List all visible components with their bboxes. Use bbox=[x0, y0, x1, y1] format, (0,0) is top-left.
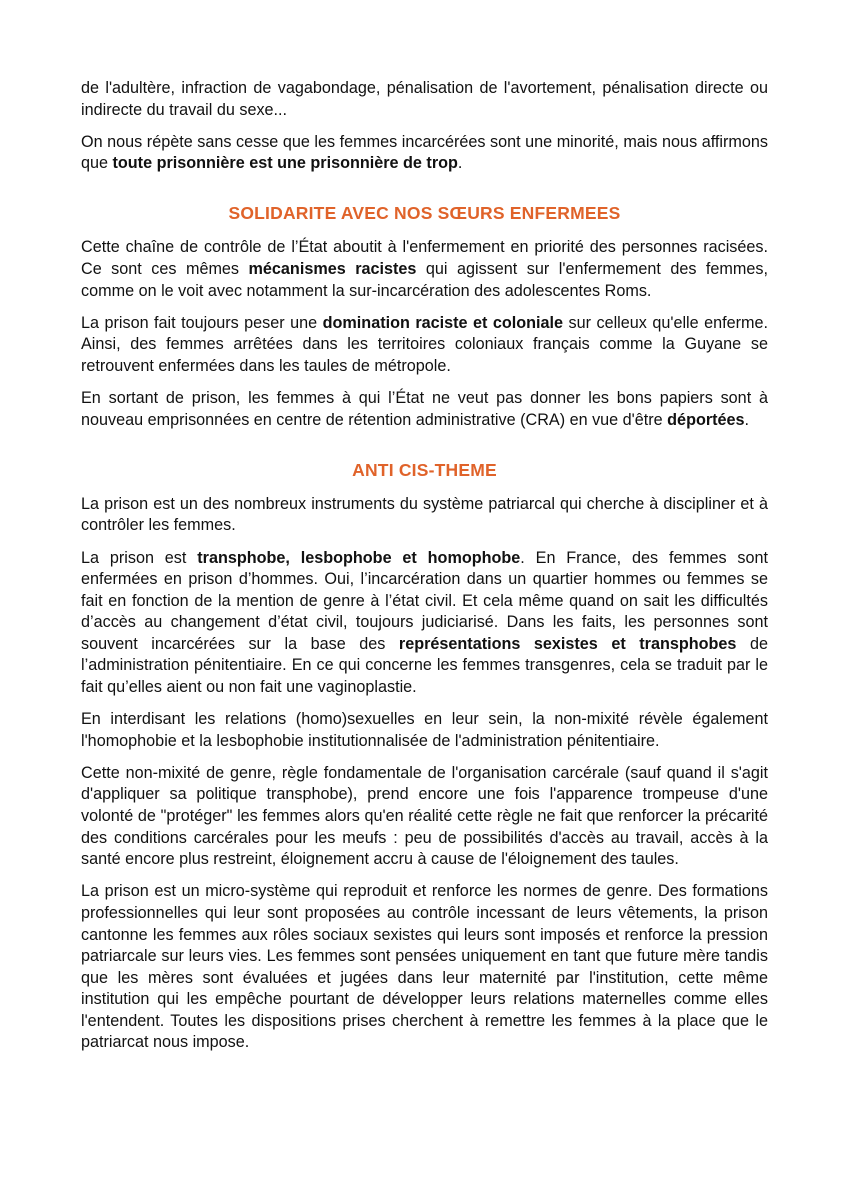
section2-paragraph-5 bbox=[81, 881, 768, 1054]
section2-paragraph-2 bbox=[81, 548, 768, 699]
text-run: Cette non-mixité de genre, règle fondamentale de l'organisation carcérale (sauf quand il s'agit d'appliquer sa politique transphobe), prend encore une fois l'apparence trompeuse d'une volonté de "protéger" les femmes alors qu'en réalité cette règle ne fait que renforcer la précarité des conditions carcérales pour les meufs : peu de possibilités d'accès au travail, accès à la santé encore plus restreint, éloignement accru à cause de l'éloignement des taules. bbox=[81, 763, 768, 869]
text-run: La prison est un des nombreux instruments du système patriarcal qui cherche à discipliner et à contrôler les femmes. bbox=[81, 494, 768, 535]
section1-paragraph-1 bbox=[81, 237, 768, 302]
section2-paragraph-4 bbox=[81, 763, 768, 871]
bold-emphasis: déportées bbox=[667, 410, 745, 429]
section1-paragraph-2 bbox=[81, 313, 768, 378]
bold-emphasis: domination raciste et coloniale bbox=[322, 313, 564, 332]
section1-paragraph-3 bbox=[81, 388, 768, 431]
bold-emphasis: transphobe, lesbophobe et homophobe bbox=[197, 548, 521, 567]
text-run: de l’administration pénitentiaire. En ce qui concerne les femmes transgenres, cela se traduit par le fait qu’elles aient ou non fait une vaginoplastie. bbox=[81, 634, 768, 697]
text-run: En sortant de prison, les femmes à qui l’État ne veut pas donner les bons papiers sont à nouveau emprisonnées en centre de rétention administrative (CRA) en vue d'être bbox=[81, 389, 768, 429]
section2-paragraph-3 bbox=[81, 709, 768, 752]
bold-emphasis: mécanismes racistes bbox=[248, 260, 417, 279]
bold-emphasis: représentations sexistes et transphobes bbox=[398, 634, 737, 653]
text-run: En interdisant les relations (homo)sexuelles en leur sein, la non-mixité révèle également l'homophobie et la lesbophobie institutionnalisée de l'administration pénitentiaire. bbox=[81, 710, 768, 750]
intro-paragraph-1 bbox=[81, 78, 768, 121]
text-run: On nous répète sans cesse que les femmes incarcérées sont une minorité, mais nous affirmons que bbox=[81, 132, 768, 173]
section-heading-solidarite: SOLIDARITE AVEC NOS SŒURS ENFERMEES bbox=[228, 202, 621, 223]
text-run: sur celleux qu'elle enferme. Ainsi, des femmes arrêtées dans les territoires coloniaux français comme la Guyane se retrouvent enfermées dans les taules de métropole. bbox=[81, 313, 768, 375]
text-run: . En France, des femmes sont enfermées en prison d’hommes. Oui, l’incarcération dans un quartier hommes ou femmes se fait en fonction de la mention de genre à l’état civil. Et cela même quand on sait les difficultés d’accès au changement d’état civil, toujours judiciarisé. Dans les faits, les personnes sont souvent incarcérées sur la base des bbox=[81, 548, 768, 653]
section-heading-anti-cis-theme: ANTI CIS-THEME bbox=[352, 460, 497, 481]
text-run: qui agissent sur l'enfermement des femmes, comme on le voit avec notamment la sur-incarcération des adolescentes Roms. bbox=[81, 260, 768, 300]
text-run: de l'adultère, infraction de vagabondage, pénalisation de l'avortement, pénalisation directe ou indirecte du travail du sexe... bbox=[81, 79, 768, 119]
section2-paragraph-1 bbox=[81, 494, 768, 537]
intro-paragraph-2 bbox=[81, 132, 768, 175]
text-run: Cette chaîne de contrôle de l’État aboutit à l'enfermement en priorité des personnes racisées. Ce sont ces mêmes bbox=[81, 238, 768, 279]
text-run: La prison fait toujours peser une bbox=[81, 313, 323, 332]
bold-emphasis: toute prisonnière est une prisonnière de trop bbox=[112, 154, 458, 173]
text-run: . bbox=[457, 154, 463, 173]
text-run: La prison est un micro-système qui reproduit et renforce les normes de genre. Des formations professionnelles qui leur sont proposées au contrôle incessant de leurs vêtements, la prison cantonne les femmes aux rôles sociaux sexistes qui leurs sont imposés et renforce la pression patriarcale sur leurs vies. Les femmes sont pensées uniquement en tant que future mère tandis que les mères sont évaluées et jugées dans leur maternité par l'institution, cette même institution qui les empêche pourtant de développer leurs relations maternelles comme elles l'entendent. Toutes les dispositions prises cherchent à remettre les femmes à la place que le patriarcat nous impose. bbox=[81, 882, 768, 1052]
text-run: La prison est bbox=[81, 548, 198, 567]
text-run: . bbox=[744, 410, 750, 429]
